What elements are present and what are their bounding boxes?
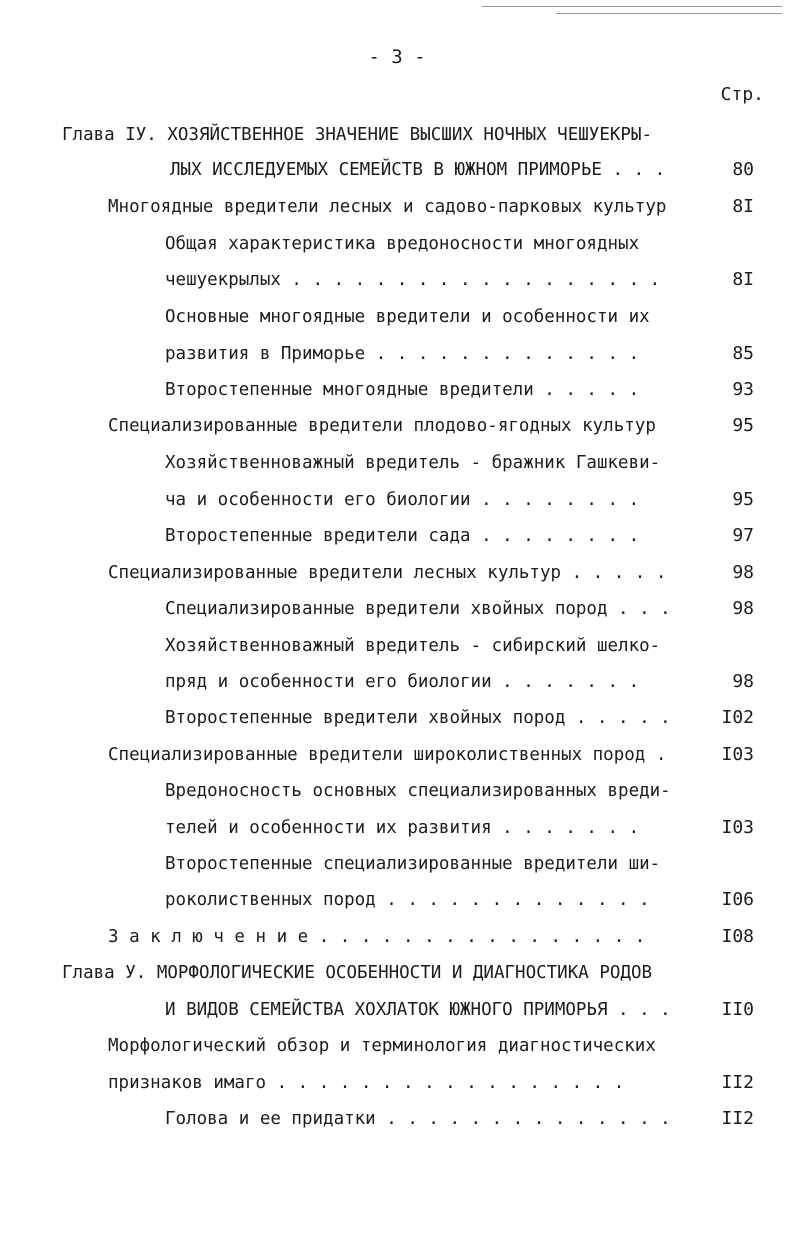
toc-page-number: 85 [732, 343, 754, 364]
toc-page-number: I03 [721, 744, 754, 765]
toc-page-number: 93 [732, 379, 754, 400]
toc-page-number: 98 [732, 598, 754, 619]
toc-entry [165, 524, 705, 548]
toc-entry-text: З а к л ю ч е н и е . . . . . . . . . . . . . . . . [108, 927, 646, 947]
toc-entry-text: Второстепенные вредители сада . . . . . . . . [165, 526, 640, 546]
toc-page-number: II0 [721, 999, 754, 1020]
toc-entry-text: Глава IУ. ХОЗЯЙСТВЕННОЕ ЗНАЧЕНИЕ ВЫСШИХ НОЧНЫХ ЧЕШУЕКРЫ- [62, 125, 653, 145]
toc-entry-text: Морфологический обзор и терминология диагностических [108, 1036, 656, 1056]
toc-page-number: 98 [732, 562, 754, 583]
toc-entry-text: Специализированные вредители широколиственных пород . [108, 745, 667, 765]
toc-page-number: I02 [721, 707, 754, 728]
toc-page-number: 95 [732, 415, 754, 436]
toc-entry [108, 1071, 708, 1095]
toc-entry [165, 378, 705, 402]
toc-entry-text: Хозяйственноважный вредитель - сибирский шелко- [165, 636, 661, 656]
toc-entry-text: признаков имаго . . . . . . . . . . . . . . . . . [108, 1073, 625, 1093]
toc-entry [62, 961, 752, 985]
page-number: - 3 - [368, 46, 426, 68]
toc-entry [165, 852, 705, 876]
toc-entry [165, 597, 705, 621]
toc-page-number: I03 [721, 817, 754, 838]
toc-entry-text: Второстепенные специализированные вредители ши- [165, 854, 661, 874]
toc-page-number: II2 [721, 1072, 754, 1093]
toc-entry [165, 779, 705, 803]
page-column-header: Стр. [720, 84, 764, 105]
toc-entry [165, 232, 705, 256]
toc-entry [62, 123, 752, 147]
toc-entry-text: Специализированные вредители лесных культур . . . . . [108, 563, 667, 583]
top-scan-rule-short [556, 13, 782, 14]
toc-entry [108, 925, 708, 949]
top-scan-rule [482, 6, 782, 7]
toc-page-number: 80 [732, 159, 754, 180]
toc-entry [165, 888, 705, 912]
toc-entry [165, 305, 705, 329]
toc-entry-text: Хозяйственноважный вредитель - бражник Гашкеви- [165, 453, 661, 473]
toc-entry-text: Глава У. МОРФОЛОГИЧЕСКИЕ ОСОБЕННОСТИ И ДИАГНОСТИКА РОДОВ [62, 963, 653, 983]
toc-entry-text: развития в Приморье . . . . . . . . . . . . . [165, 344, 640, 364]
toc-entry-text: Голова и ее придатки . . . . . . . . . . . . . . [165, 1109, 671, 1129]
toc-entry-text: ча и особенности его биологии . . . . . . . . [165, 490, 640, 510]
toc-page-number: 97 [732, 525, 754, 546]
toc-entry-text: ЛЫХ ИССЛЕДУЕМЫХ СЕМЕЙСТВ В ЮЖНОМ ПРИМОРЬЕ . . . [170, 160, 666, 180]
toc-entry-text: Специализированные вредители плодово-ягодных культур [108, 416, 656, 436]
toc-page-number: I08 [721, 926, 754, 947]
toc-entry [108, 414, 708, 438]
toc-entry-text: чешуекрылых . . . . . . . . . . . . . . . . . . [165, 270, 661, 290]
toc-page-number: 98 [732, 671, 754, 692]
toc-page-number: 8I [732, 196, 754, 217]
toc-entry [165, 816, 705, 840]
toc-entry [165, 670, 705, 694]
toc-entry [108, 195, 708, 219]
toc-entry [165, 634, 705, 658]
toc-entry [108, 1034, 708, 1058]
toc-entry-text: Общая характеристика вредоносности многоядных [165, 234, 640, 254]
toc-entry-text: пряд и особенности его биологии . . . . . . . [165, 672, 640, 692]
toc-entry-text: Специализированные вредители хвойных пород . . . [165, 599, 671, 619]
toc-page-number: 95 [732, 489, 754, 510]
toc-page-number: 8I [732, 269, 754, 290]
toc-page-number: II2 [721, 1108, 754, 1129]
toc-entry [108, 743, 708, 767]
toc-entry-text: телей и особенности их развития . . . . . . . [165, 818, 640, 838]
toc-entry [165, 488, 705, 512]
toc-entry [165, 342, 705, 366]
toc-entry [108, 561, 708, 585]
toc-entry-text: Вредоносность основных специализированных вреди- [165, 781, 671, 801]
toc-entry-text: Основные многоядные вредители и особенности их [165, 307, 650, 327]
toc-entry-text: Второстепенные многоядные вредители . . . . . [165, 380, 640, 400]
toc-entry-text: И ВИДОВ СЕМЕЙСТВА ХОХЛАТОК ЮЖНОГО ПРИМОРЬЯ . . . [165, 1000, 671, 1020]
toc-entry-text: роколиственных пород . . . . . . . . . . . . . [165, 890, 650, 910]
toc-entry-text: Многоядные вредители лесных и садово-парковых культур [108, 197, 667, 217]
toc-entry [165, 268, 705, 292]
toc-entry [165, 706, 705, 730]
toc-entry [165, 1107, 705, 1131]
toc-entry [165, 451, 705, 475]
toc-entry [170, 158, 705, 182]
toc-entry-text: Второстепенные вредители хвойных пород . . . . . [165, 708, 671, 728]
toc-page-number: I06 [721, 889, 754, 910]
toc-entry [165, 998, 705, 1022]
